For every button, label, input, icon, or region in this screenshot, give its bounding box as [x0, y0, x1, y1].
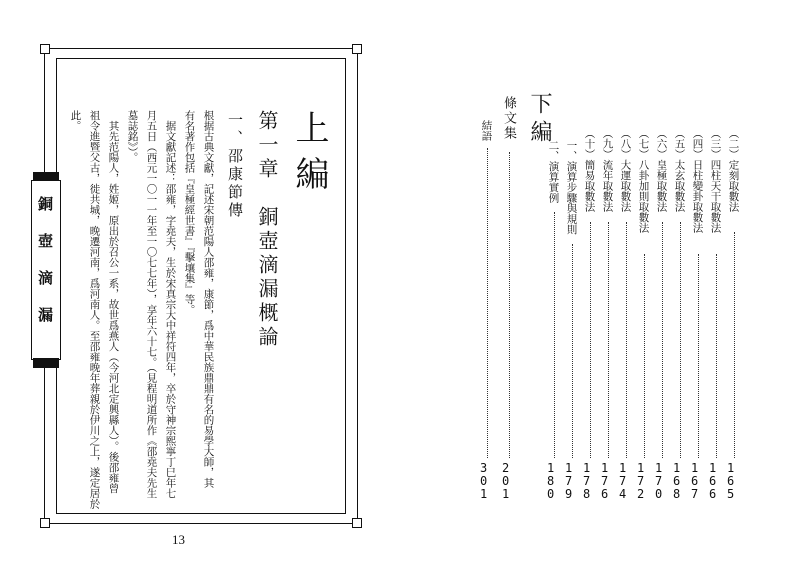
toc-entry-page: 1 7 4 — [619, 461, 627, 501]
toc-entry-page: 1 7 0 — [655, 461, 663, 501]
toc-leader — [608, 222, 609, 458]
subsection-title: 一、邵康節傳 — [226, 112, 244, 220]
body-text-line: 墓誌銘》）。 — [126, 110, 139, 163]
body-text-line: 祖令進暨父古，徙共城，晚遷河南，爲河南人。至邵雍晚年葬親於伊川之上，遂定居於 — [88, 110, 101, 509]
spine-ornament — [33, 358, 59, 368]
toc-leader — [509, 152, 510, 458]
page-number: 13 — [172, 532, 185, 547]
toc-entry-label: （十）簡易取數法 — [583, 128, 596, 212]
spine-title: 銅壺滴漏 — [36, 196, 54, 344]
frame-corner — [352, 518, 362, 528]
toc-leader — [554, 212, 555, 458]
toc-entry-page: 1 7 6 — [601, 461, 609, 501]
toc-entry-label: 條文集 — [501, 96, 516, 141]
toc-section-title: 下編 — [527, 92, 552, 148]
toc-leader — [487, 148, 488, 458]
body-text-line: 根据古典文獻，記述宋朝范陽人邵雍，康節，爲中華民族鼎鼎有名的易學大師，其 — [202, 110, 215, 488]
toc-entry-label: （四）日柱變卦取數法 — [691, 128, 704, 233]
toc-entry-page: 1 6 6 — [709, 461, 717, 501]
toc-leader — [680, 222, 681, 458]
body-text-line: 月五日（西元一〇一一年至一〇七七年），享年六十七。（見程明道所作《邵堯夫先生 — [145, 110, 158, 499]
toc-entry-page: 2 0 1 — [502, 461, 510, 501]
toc-entry-page: 1 7 9 — [565, 461, 573, 501]
frame-corner — [352, 44, 362, 54]
body-text-line: 据文獻記述：邵雍，字堯夫，生於宋真宗大中祥符四年，卒於守神宗熙寧丁巳年七 — [164, 110, 177, 499]
toc-entry-label: （八）大運取數法 — [619, 128, 632, 212]
toc-entry-label: （六）皇極取數法 — [655, 128, 668, 212]
frame-corner — [40, 44, 50, 54]
section-title: 上編 — [289, 110, 329, 202]
toc-leader — [734, 232, 735, 458]
toc-entry-label: （五）太玄取數法 — [673, 128, 686, 212]
toc-leader — [716, 254, 717, 458]
toc-entry-page: 1 7 2 — [637, 461, 645, 501]
toc-leader — [590, 222, 591, 458]
toc-entry-label: （七）八卦加則取數法 — [637, 128, 650, 233]
toc-entry-page: 1 7 8 — [583, 461, 591, 501]
toc-leader — [662, 222, 663, 458]
chapter-title: 第一章 銅壺滴漏概論 — [255, 110, 279, 350]
body-text-line: 此。 — [69, 110, 82, 131]
toc-entry-page: 1 6 5 — [727, 461, 735, 501]
toc-leader — [644, 254, 645, 458]
toc-entry-label: （九）流年取數法 — [601, 128, 614, 212]
toc-entry-page: 3 0 1 — [480, 461, 488, 501]
frame-corner — [40, 518, 50, 528]
toc-entry-label: 結語 — [480, 120, 493, 141]
toc-entry-label: 一、演算步驟與規則 — [565, 140, 578, 235]
toc-entry-label: （三）四柱天干取數法 — [709, 128, 722, 233]
toc-entry-label: 二、演算實例 — [547, 140, 560, 203]
toc-entry-label: （二）定刻取數法 — [727, 128, 740, 212]
toc-entry-page: 1 6 7 — [691, 461, 699, 501]
toc-leader — [698, 254, 699, 458]
toc-entry-page: 1 6 8 — [673, 461, 681, 501]
toc-entry-page: 1 8 0 — [547, 461, 555, 501]
toc-leader — [626, 222, 627, 458]
toc-leader — [572, 244, 573, 458]
body-text-line: 其先范陽人，姓姬，原出於召公一系，故世爲燕人（今河北定興縣人）。後邵雍曾 — [107, 110, 120, 494]
body-text-line: 有名著作包括『皇極經世書』『擊壤集』等。 — [183, 110, 196, 315]
